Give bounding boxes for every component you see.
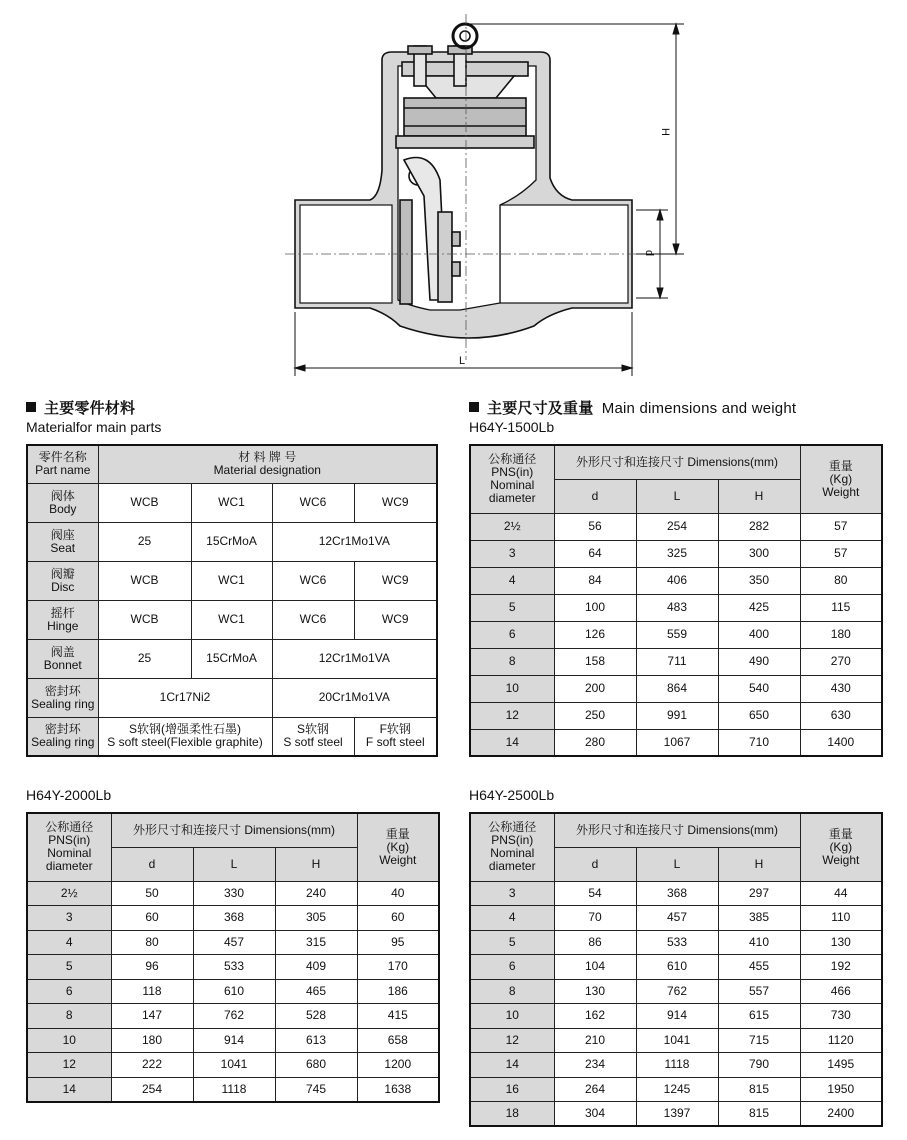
table-cell: 60 <box>111 906 193 931</box>
table-cell: 610 <box>636 955 718 980</box>
table-cell: 680 <box>275 1053 357 1078</box>
table-cell: 54 <box>554 881 636 906</box>
part-name-header <box>27 445 98 483</box>
table-cell: 8 <box>470 648 554 675</box>
table-cell: 130 <box>800 930 882 955</box>
table-cell: 240 <box>275 881 357 906</box>
dimensions-header-en: Dimensions(mm) <box>687 454 779 469</box>
part-en: Sealing ring <box>31 696 95 711</box>
materials-title-cn: 主要零件材料 <box>44 400 136 417</box>
material-cell: WC1 <box>191 600 272 639</box>
table-cell: 104 <box>554 955 636 980</box>
table-cell: 254 <box>111 1077 193 1102</box>
table-row <box>470 648 882 675</box>
table-cell: 650 <box>718 702 800 729</box>
table-cell: 533 <box>636 930 718 955</box>
diameter-dim-label: d <box>643 250 655 257</box>
weight-header-en: Weight <box>822 852 860 867</box>
table-cell: 5 <box>470 930 554 955</box>
table-row <box>470 729 882 756</box>
col-header-d: d <box>554 847 636 881</box>
table-cell: 466 <box>800 979 882 1004</box>
material-cell: WCB <box>98 561 191 600</box>
table-cell: 3 <box>470 881 554 906</box>
table-cell: 385 <box>718 906 800 931</box>
table-cell: 304 <box>554 1102 636 1127</box>
table-row <box>470 567 882 594</box>
table-row <box>27 1004 439 1029</box>
table-cell: 415 <box>357 1004 439 1029</box>
material-cell: WC6 <box>272 561 354 600</box>
bullet-square-icon <box>26 402 36 412</box>
table-cell: 409 <box>275 955 357 980</box>
materials-subtitle: Materialfor main parts <box>26 419 162 435</box>
material-cell: 15CrMoA <box>191 639 272 678</box>
table-cell: 1041 <box>193 1053 275 1078</box>
table-cell: 57 <box>800 513 882 540</box>
table-cell: 115 <box>800 594 882 621</box>
material-cell <box>354 717 437 756</box>
pns-header-diameter: diameter <box>488 491 536 506</box>
part-en: Hinge <box>47 618 79 633</box>
table-cell: 4 <box>470 906 554 931</box>
table-cell: 210 <box>554 1028 636 1053</box>
table-cell: 425 <box>718 594 800 621</box>
table-1500-title: H64Y-1500Lb <box>469 419 555 435</box>
table-cell: 790 <box>718 1053 800 1078</box>
table-row <box>470 675 882 702</box>
part-cn: 摇杆 <box>50 605 75 620</box>
table-cell: 6 <box>470 621 554 648</box>
table-cell: 630 <box>800 702 882 729</box>
part-name-header-en: Part name <box>35 463 91 478</box>
table-cell: 914 <box>193 1028 275 1053</box>
table-row <box>27 1053 439 1078</box>
table-row <box>27 678 437 717</box>
table-cell: 3 <box>470 540 554 567</box>
table-cell: 762 <box>636 979 718 1004</box>
table-cell: 180 <box>111 1028 193 1053</box>
table-cell: 86 <box>554 930 636 955</box>
table-cell: 234 <box>554 1053 636 1078</box>
dimensions-title <box>469 397 796 418</box>
table-cell: 95 <box>357 930 439 955</box>
table-row <box>27 930 439 955</box>
pns-header-diameter: diameter <box>45 859 93 874</box>
material-cn: F软钢 <box>379 722 411 737</box>
table-cell: 457 <box>636 906 718 931</box>
pns-header <box>470 445 554 513</box>
material-en: S sotf steel <box>283 735 343 750</box>
table-cell: 490 <box>718 648 800 675</box>
table-cell: 6 <box>27 979 111 1004</box>
table-row <box>470 1053 882 1078</box>
col-header-h: H <box>275 847 357 881</box>
material-en: F soft steel <box>365 735 425 750</box>
part-en: Disc <box>51 579 75 594</box>
table-cell: 368 <box>193 906 275 931</box>
dimensions-title-en: Main dimensions and weight <box>601 400 797 417</box>
table-cell: 192 <box>800 955 882 980</box>
table-cell: 56 <box>554 513 636 540</box>
material-header <box>98 445 437 483</box>
table-cell: 325 <box>636 540 718 567</box>
table-2500-title: H64Y-2500Lb <box>469 787 555 803</box>
table-row <box>27 906 439 931</box>
table-cell: 610 <box>193 979 275 1004</box>
table-row <box>470 1004 882 1029</box>
table-cell: 864 <box>636 675 718 702</box>
table-cell: 3 <box>27 906 111 931</box>
pns-header <box>470 813 554 881</box>
table-cell: 280 <box>554 729 636 756</box>
table-cell: 60 <box>357 906 439 931</box>
table-cell: 730 <box>800 1004 882 1029</box>
weight-header-en: Weight <box>379 852 417 867</box>
dimensions-header-cn: 外形尺寸和连接尺寸 <box>575 454 684 469</box>
table-cell: 1950 <box>800 1077 882 1102</box>
part-cn: 密封环 <box>44 683 81 698</box>
table-cell: 914 <box>636 1004 718 1029</box>
table-cell: 18 <box>470 1102 554 1127</box>
weight-header <box>800 813 882 881</box>
table-cell: 1067 <box>636 729 718 756</box>
pns-header-cn: 公称通径 <box>488 452 537 467</box>
material-header-en: Material designation <box>213 463 321 478</box>
materials-table <box>26 444 438 757</box>
weight-header-cn: 重量 <box>828 826 853 841</box>
pns-header-diameter: diameter <box>488 859 536 874</box>
dimensions-table-1500 <box>469 444 883 757</box>
table-cell: 430 <box>800 675 882 702</box>
col-header-l: L <box>636 847 718 881</box>
table-cell: 658 <box>357 1028 439 1053</box>
pns-header-cn: 公称通径 <box>45 820 94 835</box>
table-row <box>470 513 882 540</box>
material-cell: WC1 <box>191 483 272 522</box>
table-cell: 10 <box>27 1028 111 1053</box>
dimensions-table-2000 <box>26 812 440 1103</box>
part-cn: 阀盖 <box>50 644 75 659</box>
table-cell: 6 <box>470 955 554 980</box>
weight-header-kg: (Kg) <box>829 839 853 854</box>
weight-header-kg: (Kg) <box>829 471 853 486</box>
material-cell: 25 <box>98 639 191 678</box>
table-row <box>470 702 882 729</box>
table-cell: 50 <box>111 881 193 906</box>
pns-header-nominal: Nominal <box>47 846 92 861</box>
table-cell: 715 <box>718 1028 800 1053</box>
table-cell: 84 <box>554 567 636 594</box>
table-row <box>470 930 882 955</box>
part-en: Seat <box>50 540 76 555</box>
part-en: Bonnet <box>43 657 82 672</box>
table-cell: 57 <box>800 540 882 567</box>
table-cell: 4 <box>27 930 111 955</box>
col-header-l: L <box>193 847 275 881</box>
table-cell: 126 <box>554 621 636 648</box>
dimensions-title-cn: 主要尺寸及重量 <box>487 400 594 417</box>
part-en: Body <box>49 501 77 516</box>
table-cell: 80 <box>800 567 882 594</box>
table-cell: 455 <box>718 955 800 980</box>
pns-header-in: PNS(in) <box>48 833 91 848</box>
table-cell: 1495 <box>800 1053 882 1078</box>
table-cell: 1200 <box>357 1053 439 1078</box>
weight-header-kg: (Kg) <box>386 839 410 854</box>
material-cell: 12Cr1Mo1VA <box>272 639 437 678</box>
col-header-d: d <box>554 479 636 513</box>
table-cell: 14 <box>27 1077 111 1102</box>
table-cell: 222 <box>111 1053 193 1078</box>
table-row <box>27 717 437 756</box>
table-cell: 297 <box>718 881 800 906</box>
height-dim-label: H <box>659 128 671 136</box>
table-cell: 110 <box>800 906 882 931</box>
part-en: Sealing ring <box>31 735 95 750</box>
pns-header-in: PNS(in) <box>491 833 534 848</box>
table-cell: 368 <box>636 881 718 906</box>
dimensions-header <box>554 813 800 847</box>
table-cell: 457 <box>193 930 275 955</box>
table-row <box>470 540 882 567</box>
table-cell: 10 <box>470 1004 554 1029</box>
material-cell: 1Cr17Ni2 <box>98 678 272 717</box>
part-cn: 阀体 <box>50 488 75 503</box>
table-cell: 815 <box>718 1077 800 1102</box>
table-row <box>470 621 882 648</box>
table-cell: 282 <box>718 513 800 540</box>
table-2000-title: H64Y-2000Lb <box>26 787 112 803</box>
material-cn: S软钢(增强柔性石墨) <box>129 722 241 737</box>
table-row <box>27 639 437 678</box>
table-cell: 711 <box>636 648 718 675</box>
table-cell: 162 <box>554 1004 636 1029</box>
weight-header-cn: 重量 <box>385 826 410 841</box>
table-cell: 158 <box>554 648 636 675</box>
table-cell: 1400 <box>800 729 882 756</box>
material-cell: WC6 <box>272 600 354 639</box>
table-cell: 40 <box>357 881 439 906</box>
table-cell: 96 <box>111 955 193 980</box>
col-header-d: d <box>111 847 193 881</box>
pns-header-in: PNS(in) <box>491 465 534 480</box>
table-cell: 745 <box>275 1077 357 1102</box>
table-cell: 400 <box>718 621 800 648</box>
table-cell: 2½ <box>470 513 554 540</box>
table-row <box>27 522 437 561</box>
table-cell: 5 <box>470 594 554 621</box>
dimensions-header-cn: 外形尺寸和连接尺寸 <box>132 822 241 837</box>
table-cell: 130 <box>554 979 636 1004</box>
dimensions-header-cn: 外形尺寸和连接尺寸 <box>575 822 684 837</box>
table-cell: 615 <box>718 1004 800 1029</box>
valve-drawing <box>0 0 907 380</box>
material-cell <box>98 717 272 756</box>
table-cell: 8 <box>27 1004 111 1029</box>
materials-title <box>26 397 135 418</box>
dimensions-header <box>111 813 357 847</box>
table-cell: 14 <box>470 729 554 756</box>
table-row <box>27 1077 439 1102</box>
table-row <box>470 881 882 906</box>
bullet-square-icon <box>469 402 479 412</box>
material-cell: 20Cr1Mo1VA <box>272 678 437 717</box>
table-cell: 180 <box>800 621 882 648</box>
table-cell: 147 <box>111 1004 193 1029</box>
pns-header-cn: 公称通径 <box>488 820 537 835</box>
material-header-cn: 材 料 牌 号 <box>238 450 297 465</box>
table-cell: 14 <box>470 1053 554 1078</box>
material-cell: WC9 <box>354 483 437 522</box>
dimensions-header <box>554 445 800 479</box>
material-cell: 12Cr1Mo1VA <box>272 522 437 561</box>
table-row <box>470 1102 882 1127</box>
table-row <box>27 600 437 639</box>
table-cell: 1041 <box>636 1028 718 1053</box>
table-cell: 44 <box>800 881 882 906</box>
table-cell: 170 <box>357 955 439 980</box>
dimensions-header-en: Dimensions(mm) <box>244 822 336 837</box>
table-cell: 270 <box>800 648 882 675</box>
table-cell: 483 <box>636 594 718 621</box>
table-row <box>470 955 882 980</box>
material-cell: WCB <box>98 483 191 522</box>
table-row <box>27 955 439 980</box>
table-cell: 762 <box>193 1004 275 1029</box>
part-cn: 阀座 <box>50 527 75 542</box>
table-cell: 533 <box>193 955 275 980</box>
table-cell: 350 <box>718 567 800 594</box>
material-cell: 25 <box>98 522 191 561</box>
table-cell: 2½ <box>27 881 111 906</box>
part-name-header-cn: 零件名称 <box>38 450 87 465</box>
weight-header <box>800 445 882 513</box>
table-cell: 100 <box>554 594 636 621</box>
table-cell: 991 <box>636 702 718 729</box>
table-cell: 12 <box>470 1028 554 1053</box>
table-cell: 2400 <box>800 1102 882 1127</box>
table-cell: 5 <box>27 955 111 980</box>
table-cell: 64 <box>554 540 636 567</box>
table-row <box>27 1028 439 1053</box>
table-cell: 250 <box>554 702 636 729</box>
table-cell: 1118 <box>193 1077 275 1102</box>
material-en: S soft steel(Flexible graphite) <box>107 735 263 750</box>
table-cell: 410 <box>718 930 800 955</box>
table-row <box>27 979 439 1004</box>
table-cell: 16 <box>470 1077 554 1102</box>
table-row <box>470 1028 882 1053</box>
pns-header <box>27 813 111 881</box>
material-cell: 15CrMoA <box>191 522 272 561</box>
weight-header-cn: 重量 <box>828 458 853 473</box>
table-cell: 315 <box>275 930 357 955</box>
table-cell: 1638 <box>357 1077 439 1102</box>
part-cn: 阀瓣 <box>50 566 75 581</box>
table-cell: 465 <box>275 979 357 1004</box>
table-cell: 10 <box>470 675 554 702</box>
material-cell: WC9 <box>354 561 437 600</box>
table-cell: 1397 <box>636 1102 718 1127</box>
dimensions-header-en: Dimensions(mm) <box>687 822 779 837</box>
table-cell: 559 <box>636 621 718 648</box>
length-dim-label: L <box>459 355 466 367</box>
table-cell: 12 <box>27 1053 111 1078</box>
table-row <box>27 483 437 522</box>
col-header-h: H <box>718 847 800 881</box>
material-cell: WC6 <box>272 483 354 522</box>
table-cell: 80 <box>111 930 193 955</box>
table-cell: 815 <box>718 1102 800 1127</box>
table-cell: 300 <box>718 540 800 567</box>
table-row <box>470 906 882 931</box>
table-row <box>470 594 882 621</box>
table-cell: 1245 <box>636 1077 718 1102</box>
table-cell: 12 <box>470 702 554 729</box>
table-cell: 528 <box>275 1004 357 1029</box>
material-cell: WCB <box>98 600 191 639</box>
table-cell: 613 <box>275 1028 357 1053</box>
table-cell: 1120 <box>800 1028 882 1053</box>
pns-header-nominal: Nominal <box>490 478 535 493</box>
col-header-h: H <box>718 479 800 513</box>
part-cn: 密封环 <box>44 722 81 737</box>
table-cell: 118 <box>111 979 193 1004</box>
col-header-l: L <box>636 479 718 513</box>
weight-header-en: Weight <box>822 484 860 499</box>
table-cell: 710 <box>718 729 800 756</box>
pns-header-nominal: Nominal <box>490 846 535 861</box>
table-cell: 186 <box>357 979 439 1004</box>
table-cell: 264 <box>554 1077 636 1102</box>
table-cell: 4 <box>470 567 554 594</box>
table-row <box>470 979 882 1004</box>
table-row <box>27 881 439 906</box>
table-cell: 254 <box>636 513 718 540</box>
table-cell: 305 <box>275 906 357 931</box>
table-cell: 200 <box>554 675 636 702</box>
material-cell: WC1 <box>191 561 272 600</box>
table-row <box>27 561 437 600</box>
material-cell <box>272 717 354 756</box>
table-cell: 70 <box>554 906 636 931</box>
weight-header <box>357 813 439 881</box>
material-cn: S软钢 <box>296 722 329 737</box>
table-cell: 406 <box>636 567 718 594</box>
table-cell: 330 <box>193 881 275 906</box>
material-cell: WC9 <box>354 600 437 639</box>
dimensions-table-2500 <box>469 812 883 1127</box>
table-row <box>470 1077 882 1102</box>
table-cell: 1118 <box>636 1053 718 1078</box>
table-cell: 8 <box>470 979 554 1004</box>
table-cell: 540 <box>718 675 800 702</box>
table-cell: 557 <box>718 979 800 1004</box>
